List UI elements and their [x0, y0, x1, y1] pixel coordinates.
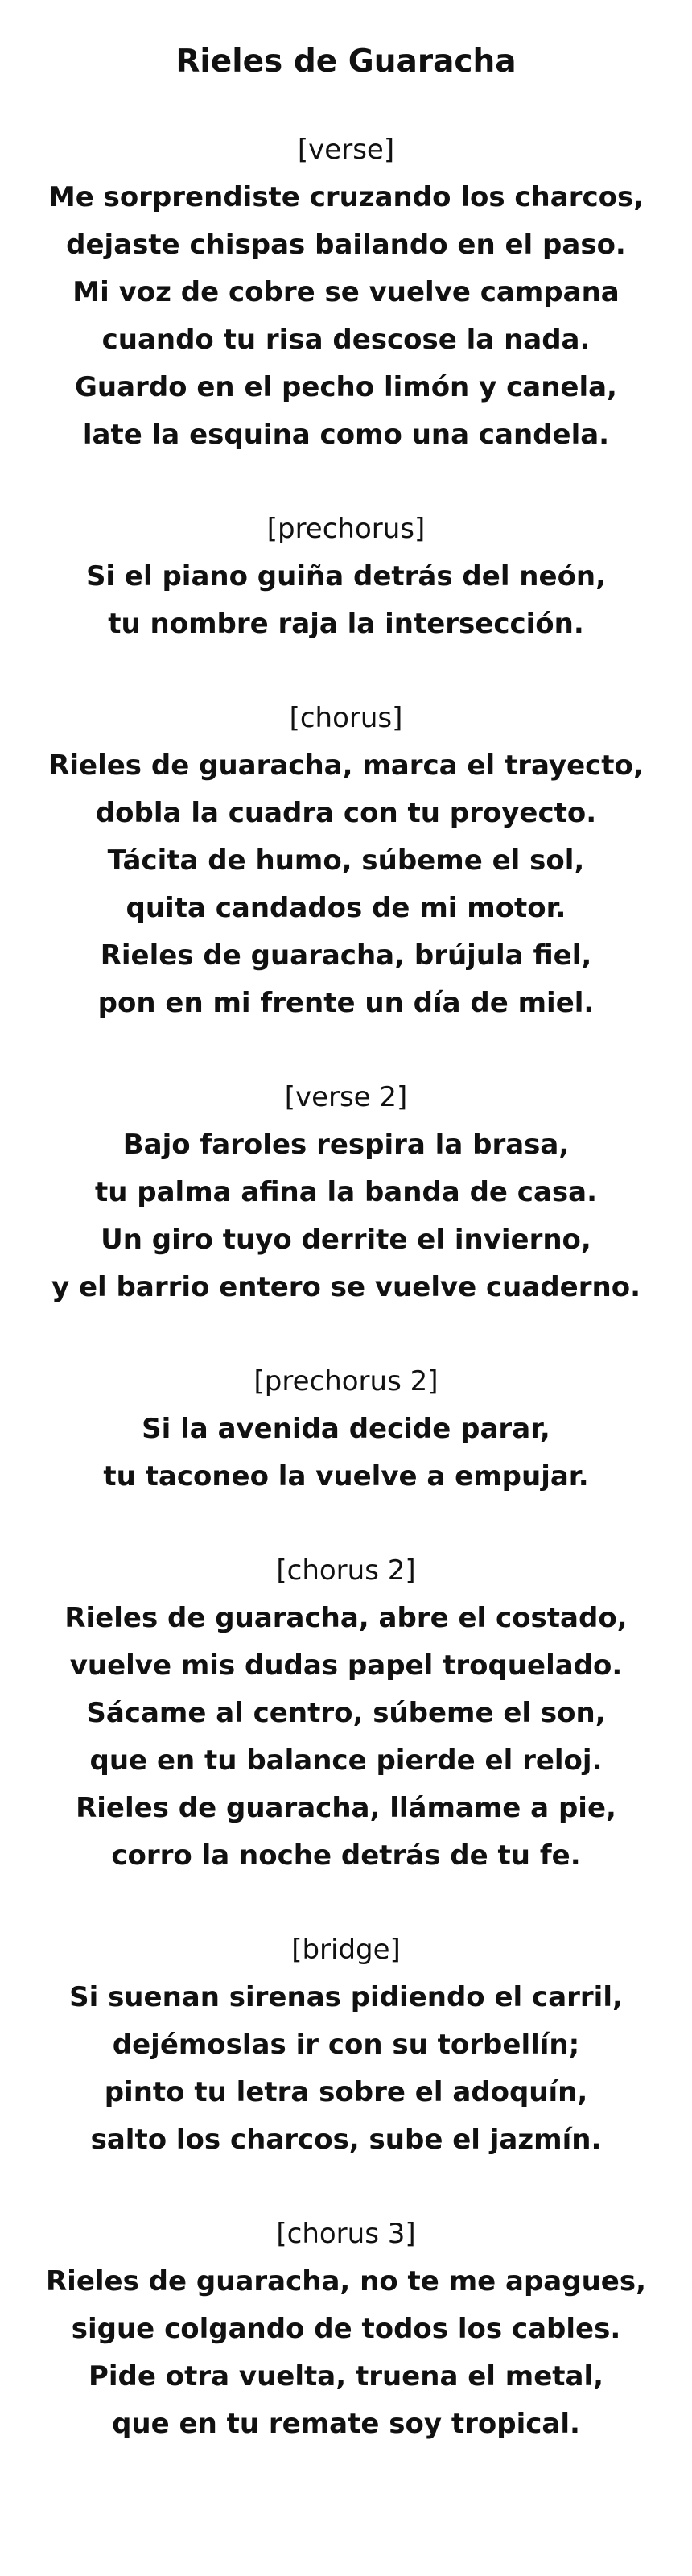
lyric-line: late la esquina como una candela. — [82, 419, 610, 451]
section-label: [bridge] — [291, 1934, 401, 1966]
lyric-line: corro la noche detrás de tu fe. — [111, 1839, 581, 1872]
section-label: [verse 2] — [284, 1081, 408, 1113]
section-label: [prechorus] — [266, 513, 426, 545]
lyric-line: Rieles de guaracha, no te me apagues, — [45, 2265, 647, 2297]
lyric-line: cuando tu risa descose la nada. — [101, 324, 591, 356]
lyric-line: vuelve mis dudas papel troquelado. — [69, 1649, 623, 1682]
lyric-line: y el barrio entero se vuelve cuaderno. — [51, 1271, 641, 1303]
lyric-line: Si el piano guiña detrás del neón, — [85, 560, 607, 592]
lyric-line: Rieles de guaracha, llámame a pie, — [76, 1792, 616, 1824]
lyric-line: Tácita de humo, súbeme el sol, — [107, 844, 585, 877]
lyric-line: Pide otra vuelta, truena el metal, — [88, 2360, 604, 2392]
song-title: Rieles de Guaracha — [175, 43, 517, 80]
lyric-line: Guardo en el pecho limón y canela, — [75, 371, 617, 403]
lyric-line: Un giro tuyo derrite el invierno, — [101, 1224, 591, 1256]
lyrics-section — [0, 1358, 692, 1501]
lyric-line: salto los charcos, sube el jazmín. — [90, 2124, 602, 2156]
section-label: [chorus] — [289, 702, 403, 734]
lyric-line: tu taconeo la vuelve a empujar. — [103, 1460, 589, 1492]
lyric-line: Rieles de guaracha, brújula fiel, — [100, 939, 592, 972]
lyrics-section — [0, 1074, 692, 1311]
lyric-line: pinto tu letra sobre el adoquín, — [104, 2076, 588, 2108]
lyric-line: Bajo faroles respira la brasa, — [122, 1129, 570, 1161]
section-label: [prechorus 2] — [253, 1365, 439, 1397]
lyrics-section — [0, 506, 692, 648]
lyric-line: dejaste chispas bailando en el paso. — [66, 229, 626, 261]
lyric-line: Si la avenida decide parar, — [142, 1413, 550, 1445]
lyrics-section — [0, 1926, 692, 2164]
lyrics-section — [0, 695, 692, 1027]
lyric-line: pon en mi frente un día de miel. — [97, 987, 595, 1019]
lyrics-section — [0, 2211, 692, 2448]
lyric-line: quita candados de mi motor. — [126, 892, 566, 924]
lyrics-sections — [0, 126, 692, 2448]
lyrics-section — [0, 126, 692, 459]
lyric-line: Sácame al centro, súbeme el son, — [86, 1697, 606, 1729]
section-label: [chorus 2] — [276, 1554, 416, 1587]
lyric-line: que en tu balance pierde el reloj. — [89, 1744, 603, 1777]
lyric-line: sigue colgando de todos los cables. — [71, 2313, 621, 2345]
lyric-line: dejémoslas ir con su torbellín; — [112, 2029, 580, 2061]
lyric-line: Me sorprendiste cruzando los charcos, — [47, 181, 645, 213]
lyric-line: Si suenan sirenas pidiendo el carril, — [69, 1981, 623, 2013]
section-label: [chorus 3] — [276, 2218, 416, 2250]
lyrics-section — [0, 1547, 692, 1880]
lyric-line: Rieles de guaracha, marca el trayecto, — [48, 749, 644, 782]
lyric-line: tu nombre raja la intersección. — [108, 608, 584, 640]
lyric-line: tu palma afina la banda de casa. — [94, 1176, 598, 1208]
section-label: [verse] — [297, 134, 395, 166]
lyric-line: Mi voz de cobre se vuelve campana — [72, 276, 620, 308]
lyric-line: dobla la cuadra con tu proyecto. — [95, 797, 597, 829]
lyric-line: que en tu remate soy tropical. — [112, 2408, 580, 2440]
lyric-line: Rieles de guaracha, abre el costado, — [64, 1602, 628, 1634]
